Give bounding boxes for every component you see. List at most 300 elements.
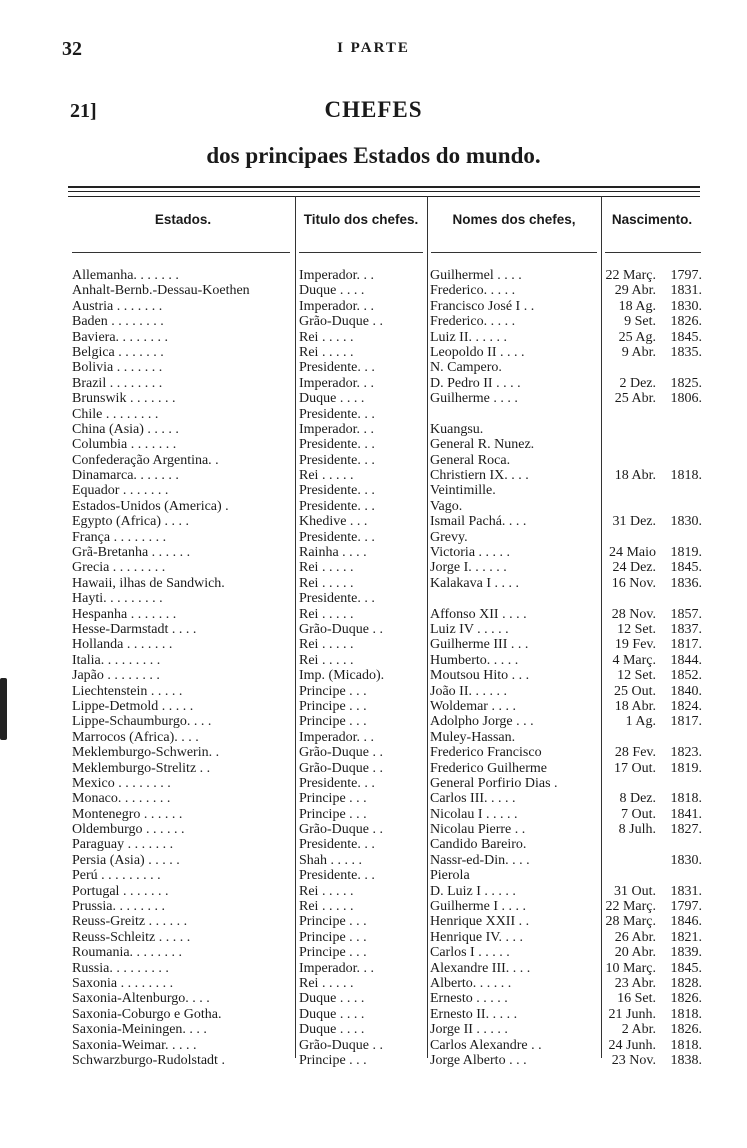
title-cell: Grão-Duque . .	[299, 760, 383, 776]
birth-year: 1830.	[670, 298, 702, 314]
state-cell: Allemanha. . . . . . .	[72, 268, 179, 283]
birth-year: 1806.	[670, 391, 702, 407]
birth-year: 1823.	[670, 745, 702, 761]
title-cell: Grão-Duque . .	[299, 621, 383, 637]
name-cell: Guilherme . . . .	[430, 391, 518, 407]
table-row	[0, 899, 747, 914]
table-row	[0, 499, 747, 514]
birth-day: 22 Març.	[605, 268, 656, 283]
birth-cell	[604, 560, 708, 575]
top-rule-base	[68, 196, 700, 197]
table-row	[0, 914, 747, 929]
title-cell: Presidente. . .	[299, 529, 375, 545]
birth-cell	[604, 822, 708, 837]
title-cell: Rei . . . . .	[299, 560, 354, 576]
title-cell: Duque . . . .	[299, 991, 365, 1007]
header-rule-nascimento	[605, 252, 701, 253]
table-row	[0, 745, 747, 760]
name-cell: Ernesto II. . . . .	[430, 1006, 518, 1022]
table-row	[0, 961, 747, 976]
birth-cell	[604, 637, 708, 652]
birth-day: 8 Julh.	[618, 822, 656, 838]
name-cell: Francisco José I . .	[430, 298, 535, 314]
birth-day: 24 Junh.	[608, 1037, 656, 1053]
birth-day: 10 Març.	[605, 960, 656, 976]
state-cell: Monaco. . . . . . . .	[72, 791, 171, 807]
header-rule-estados	[72, 252, 290, 253]
title-cell: Grão-Duque . .	[299, 822, 383, 838]
birth-day: 24 Maio	[608, 545, 656, 561]
state-cell: Russia. . . . . . . . .	[72, 960, 169, 976]
birth-cell	[604, 776, 708, 791]
birth-year: 1845.	[670, 960, 702, 976]
state-cell: Baden . . . . . . . .	[72, 314, 164, 330]
birth-cell	[604, 499, 708, 514]
title-cell: Principe . . .	[299, 929, 367, 945]
state-cell: Brazil . . . . . . . .	[72, 375, 163, 391]
table-row	[0, 1007, 747, 1022]
birth-year: 1831.	[670, 283, 702, 299]
name-cell: Humberto. . . . .	[430, 652, 519, 668]
birth-year: 1837.	[670, 621, 702, 637]
birth-day: 25 Out.	[614, 683, 656, 699]
birth-day: 28 Fev.	[614, 745, 656, 761]
title-cell: Shah . . . . .	[299, 852, 362, 868]
table-row	[0, 991, 747, 1006]
birth-cell	[604, 945, 708, 960]
table-row	[0, 453, 747, 468]
state-cell: Italia. . . . . . . . .	[72, 652, 161, 668]
birth-cell	[604, 730, 708, 745]
name-cell: General R. Nunez.	[430, 437, 535, 453]
birth-year: 1826.	[670, 314, 702, 330]
birth-day: 29 Abr.	[614, 283, 656, 299]
name-cell: Moutsou Hito . . .	[430, 668, 530, 684]
name-cell: Frederico Guilherme	[430, 760, 548, 776]
table-row	[0, 730, 747, 745]
birth-cell	[604, 1053, 708, 1068]
birth-cell	[604, 745, 708, 760]
birth-cell	[604, 468, 708, 483]
birth-cell	[604, 684, 708, 699]
table-row	[0, 483, 747, 498]
birth-cell	[604, 407, 708, 422]
birth-year: 1845.	[670, 329, 702, 345]
header-rule-titulo	[299, 252, 423, 253]
table-row	[0, 653, 747, 668]
table-row	[0, 807, 747, 822]
name-cell: Christiern IX. . . .	[430, 468, 529, 484]
table-row	[0, 345, 747, 360]
birth-cell	[604, 545, 708, 560]
name-cell: Guilherme I . . . .	[430, 899, 527, 915]
name-cell: Nassr-ed-Din. . . .	[430, 852, 530, 868]
table-row	[0, 761, 747, 776]
title-cell: Principe . . .	[299, 914, 367, 930]
birth-year: 1841.	[670, 806, 702, 822]
state-cell: Grecia . . . . . . . .	[72, 560, 166, 576]
state-cell: Liechtenstein . . . . .	[72, 683, 183, 699]
table-row	[0, 607, 747, 622]
title-cell: Presidente. . .	[299, 591, 375, 607]
birth-cell	[604, 514, 708, 529]
table-row	[0, 514, 747, 529]
birth-year: 1817.	[670, 714, 702, 730]
birth-day: 20 Abr.	[614, 945, 656, 961]
column-header-titulo: Titulo dos chefes.	[303, 212, 419, 227]
table-row	[0, 637, 747, 652]
title-cell: Presidente. . .	[299, 437, 375, 453]
birth-day: 23 Abr.	[614, 975, 656, 991]
page-number: 32	[62, 38, 82, 60]
state-cell: Egypto (Africa) . . . .	[72, 514, 190, 530]
table-row	[0, 560, 747, 575]
title-cell: Rei . . . . .	[299, 329, 354, 345]
birth-year: 1818.	[670, 791, 702, 807]
birth-cell	[604, 345, 708, 360]
table-row	[0, 376, 747, 391]
table-row	[0, 545, 747, 560]
birth-day: 12 Set.	[617, 621, 656, 637]
birth-year: 1828.	[670, 975, 702, 991]
state-cell: Roumania. . . . . . . .	[72, 945, 183, 961]
birth-year: 1840.	[670, 683, 702, 699]
state-cell: Prussia. . . . . . . .	[72, 899, 165, 915]
birth-cell	[604, 591, 708, 606]
table-row	[0, 791, 747, 806]
birth-day: 22 Març.	[605, 899, 656, 915]
state-cell: Montenegro . . . . . .	[72, 806, 183, 822]
title-cell: Imperador. . .	[299, 421, 375, 437]
title-cell: Presidente. . .	[299, 837, 375, 853]
state-cell: Brunswik . . . . . . .	[72, 391, 176, 407]
table-row	[0, 330, 747, 345]
name-cell: Nicolau I . . . . .	[430, 806, 518, 822]
name-cell: General Porfirio Dias .	[430, 775, 558, 791]
state-cell: Oldemburgo . . . . . .	[72, 822, 185, 838]
table-row	[0, 884, 747, 899]
name-cell: Kuangsu.	[430, 421, 484, 437]
birth-year: 1826.	[670, 991, 702, 1007]
name-cell: Henrique IV. . . .	[430, 929, 524, 945]
birth-day: 31 Out.	[614, 883, 656, 899]
title-cell: Presidente. . .	[299, 483, 375, 499]
column-header-nascimento: Nascimento.	[611, 212, 693, 227]
state-cell: Lippe-Schaumburgo. . . .	[72, 714, 212, 730]
name-cell: D. Luiz I . . . . .	[430, 883, 516, 899]
birth-year: 1797.	[670, 899, 702, 915]
state-cell: Belgica . . . . . . .	[72, 344, 164, 360]
birth-day: 9 Set.	[624, 314, 656, 330]
birth-day: 28 Març.	[605, 914, 656, 930]
table-row	[0, 699, 747, 714]
table-row	[0, 1053, 747, 1068]
name-cell: Ernesto . . . . .	[430, 991, 508, 1007]
birth-day: 26 Abr.	[614, 929, 656, 945]
birth-cell	[604, 607, 708, 622]
table-row	[0, 314, 747, 329]
name-cell: Candido Bareiro.	[430, 837, 527, 853]
table-row	[0, 283, 747, 298]
title-cell: Rei . . . . .	[299, 575, 354, 591]
birth-year: 1835.	[670, 344, 702, 360]
name-cell: Alexandre III. . . .	[430, 960, 531, 976]
birth-year: 1818.	[670, 1037, 702, 1053]
state-cell: Mexico . . . . . . . .	[72, 775, 171, 791]
birth-day: 9 Abr.	[621, 344, 656, 360]
birth-year: 1825.	[670, 375, 702, 391]
birth-day: 24 Dez.	[612, 560, 656, 576]
name-cell: Carlos III. . . . .	[430, 791, 516, 807]
state-cell: Reuss-Schleitz . . . . .	[72, 929, 191, 945]
title-cell: Imperador. . .	[299, 960, 375, 976]
table-row	[0, 1022, 747, 1037]
title-cell: Rainha . . . .	[299, 545, 367, 561]
birth-year: 1839.	[670, 945, 702, 961]
birth-cell	[604, 376, 708, 391]
title-cell: Rei . . . . .	[299, 637, 354, 653]
birth-cell	[604, 899, 708, 914]
state-cell: Grã-Bretanha . . . . . .	[72, 545, 191, 561]
birth-cell	[604, 884, 708, 899]
table-row	[0, 714, 747, 729]
birth-day: 19 Fev.	[614, 637, 656, 653]
table-row	[0, 422, 747, 437]
name-cell: Adolpho Jorge . . .	[430, 714, 534, 730]
birth-year: 1844.	[670, 652, 702, 668]
column-header-estados: Estados.	[154, 212, 212, 227]
name-cell: Carlos Alexandre . .	[430, 1037, 542, 1053]
state-cell: Portugal . . . . . . .	[72, 883, 169, 899]
state-cell: China (Asia) . . . . .	[72, 421, 179, 437]
state-cell: Paraguay . . . . . . .	[72, 837, 174, 853]
birth-cell	[604, 761, 708, 776]
state-cell: Hayti. . . . . . . . .	[72, 591, 163, 607]
birth-day: 4 Març.	[612, 652, 656, 668]
name-cell: Frederico Francisco	[430, 745, 542, 761]
state-cell: Bolivia . . . . . . .	[72, 360, 163, 376]
birth-year: 1830.	[670, 852, 702, 868]
table-row	[0, 976, 747, 991]
state-cell: Baviera. . . . . . . .	[72, 329, 169, 345]
birth-cell	[604, 283, 708, 298]
birth-cell	[604, 961, 708, 976]
birth-year: 1827.	[670, 822, 702, 838]
birth-cell	[604, 422, 708, 437]
birth-cell	[604, 837, 708, 852]
title-cell: Presidente. . .	[299, 452, 375, 468]
title-cell: Principe . . .	[299, 714, 367, 730]
title-cell: Principe . . .	[299, 1052, 367, 1068]
state-cell: Hollanda . . . . . . .	[72, 637, 173, 653]
table-body	[0, 268, 747, 1068]
name-cell: Jorge I. . . . . .	[430, 560, 507, 576]
state-cell: França . . . . . . . .	[72, 529, 167, 545]
table-row	[0, 268, 747, 283]
birth-cell	[604, 360, 708, 375]
birth-year: 1852.	[670, 668, 702, 684]
birth-year: 1819.	[670, 760, 702, 776]
birth-year: 1817.	[670, 637, 702, 653]
birth-year: 1818.	[670, 468, 702, 484]
state-cell: Anhalt-Bernb.-Dessau-Koethen	[72, 283, 250, 299]
birth-day: 16 Nov.	[611, 575, 656, 591]
name-cell: Guilherme III . . .	[430, 637, 529, 653]
birth-day: 18 Ag.	[618, 298, 656, 314]
table-row	[0, 407, 747, 422]
birth-cell	[604, 976, 708, 991]
state-cell: Hawaii, ilhas de Sandwich.	[72, 575, 225, 591]
birth-cell	[604, 330, 708, 345]
title-cell: Khedive . . .	[299, 514, 368, 530]
state-cell: Saxonia . . . . . . . .	[72, 975, 174, 991]
birth-cell	[604, 1007, 708, 1022]
birth-day: 31 Dez.	[612, 514, 656, 530]
title-cell: Imp. (Micado).	[299, 668, 385, 684]
birth-day: 21 Junh.	[608, 1006, 656, 1022]
birth-day: 2 Dez.	[619, 375, 656, 391]
scan-smudge	[0, 678, 7, 740]
birth-day: 28 Nov.	[611, 606, 656, 622]
header-rule-nomes	[431, 252, 597, 253]
title-cell: Presidente. . .	[299, 406, 375, 422]
state-cell: Equador . . . . . . .	[72, 483, 169, 499]
title-cell: Duque . . . .	[299, 283, 365, 299]
title-cell: Imperador. . .	[299, 729, 375, 745]
birth-year: 1831.	[670, 883, 702, 899]
state-cell: Hespanha . . . . . . .	[72, 606, 177, 622]
name-cell: Henrique XXII . .	[430, 914, 530, 930]
name-cell: Jorge II . . . . .	[430, 1022, 508, 1038]
state-cell: Lippe-Detmold . . . . .	[72, 698, 194, 714]
table-row	[0, 945, 747, 960]
title-cell: Rei . . . . .	[299, 975, 354, 991]
part-heading: I PARTE	[337, 40, 410, 56]
title-cell: Principe . . .	[299, 683, 367, 699]
name-cell: Luiz IV . . . . .	[430, 621, 509, 637]
name-cell: Affonso XII . . . .	[430, 606, 527, 622]
table-row	[0, 776, 747, 791]
birth-year: 1824.	[670, 698, 702, 714]
title-cell: Rei . . . . .	[299, 606, 354, 622]
birth-cell	[604, 868, 708, 883]
title-cell: Principe . . .	[299, 698, 367, 714]
name-cell: Frederico. . . . .	[430, 283, 516, 299]
table-row	[0, 530, 747, 545]
birth-cell	[604, 530, 708, 545]
title-cell: Principe . . .	[299, 945, 367, 961]
name-cell: Frederico. . . . .	[430, 314, 516, 330]
title-cell: Duque . . . .	[299, 391, 365, 407]
birth-cell	[604, 391, 708, 406]
birth-year: 1826.	[670, 1022, 702, 1038]
table-row	[0, 591, 747, 606]
birth-cell	[604, 314, 708, 329]
name-cell: D. Pedro II . . . .	[430, 375, 521, 391]
name-cell: Nicolau Pierre . .	[430, 822, 526, 838]
table-row	[0, 576, 747, 591]
name-cell: N. Campero.	[430, 360, 502, 376]
title-cell: Presidente. . .	[299, 498, 375, 514]
table-row	[0, 360, 747, 375]
table-row	[0, 853, 747, 868]
title-cell: Grão-Duque . .	[299, 314, 383, 330]
birth-day: 7 Out.	[621, 806, 656, 822]
title-cell: Duque . . . .	[299, 1006, 365, 1022]
birth-day: 8 Dez.	[619, 791, 656, 807]
state-cell: Confederação Argentina. .	[72, 452, 219, 468]
name-cell: Vago.	[430, 498, 463, 514]
table-row	[0, 1038, 747, 1053]
title-cell: Duque . . . .	[299, 1022, 365, 1038]
name-cell: Luiz II. . . . . .	[430, 329, 507, 345]
page-title: CHEFES	[324, 97, 423, 122]
title-cell: Grão-Duque . .	[299, 745, 383, 761]
name-cell: Kalakava I . . . .	[430, 575, 520, 591]
birth-year: 1818.	[670, 1006, 702, 1022]
birth-cell	[604, 453, 708, 468]
birth-cell	[604, 576, 708, 591]
birth-year: 1857.	[670, 606, 702, 622]
table-row	[0, 837, 747, 852]
birth-day: 1 Ag.	[625, 714, 656, 730]
name-cell: Grevy.	[430, 529, 468, 545]
birth-cell	[604, 807, 708, 822]
birth-day: 18 Abr.	[614, 468, 656, 484]
state-cell: Austria . . . . . . .	[72, 298, 163, 314]
birth-cell	[604, 622, 708, 637]
title-cell: Imperador. . .	[299, 375, 375, 391]
state-cell: Estados-Unidos (America) .	[72, 498, 229, 514]
title-cell: Rei . . . . .	[299, 468, 354, 484]
table-row	[0, 684, 747, 699]
birth-day: 12 Set.	[617, 668, 656, 684]
name-cell: Veintimille.	[430, 483, 496, 499]
title-cell: Presidente. . .	[299, 775, 375, 791]
table-row	[0, 622, 747, 637]
name-cell: Pierola	[430, 868, 470, 884]
column-header-nomes: Nomes dos chefes,	[452, 212, 576, 227]
birth-cell	[604, 991, 708, 1006]
table-row	[0, 930, 747, 945]
birth-cell	[604, 437, 708, 452]
state-cell: Saxonia-Coburgo e Gotha.	[72, 1006, 222, 1022]
birth-day: 25 Abr.	[614, 391, 656, 407]
birth-day: 25 Ag.	[618, 329, 656, 345]
birth-day: 16 Set.	[617, 991, 656, 1007]
birth-year: 1819.	[670, 545, 702, 561]
name-cell: João II. . . . . .	[430, 683, 507, 699]
name-cell: Jorge Alberto . . .	[430, 1052, 527, 1068]
table-row	[0, 868, 747, 883]
birth-day: 17 Out.	[614, 760, 656, 776]
birth-year: 1830.	[670, 514, 702, 530]
page-subtitle: dos principaes Estados do mundo.	[206, 143, 541, 168]
birth-year: 1836.	[670, 575, 702, 591]
section-number: 21]	[70, 100, 97, 122]
table-row	[0, 437, 747, 452]
title-cell: Rei . . . . .	[299, 899, 354, 915]
state-cell: Japão . . . . . . . .	[72, 668, 160, 684]
birth-cell	[604, 714, 708, 729]
title-cell: Presidente. . .	[299, 868, 375, 884]
name-cell: General Roca.	[430, 452, 511, 468]
state-cell: Chile . . . . . . . .	[72, 406, 159, 422]
birth-day: 2 Abr.	[621, 1022, 656, 1038]
title-cell: Rei . . . . .	[299, 344, 354, 360]
state-cell: Saxonia-Weimar. . . . .	[72, 1037, 197, 1053]
name-cell: Guilhermel . . . .	[430, 268, 522, 283]
